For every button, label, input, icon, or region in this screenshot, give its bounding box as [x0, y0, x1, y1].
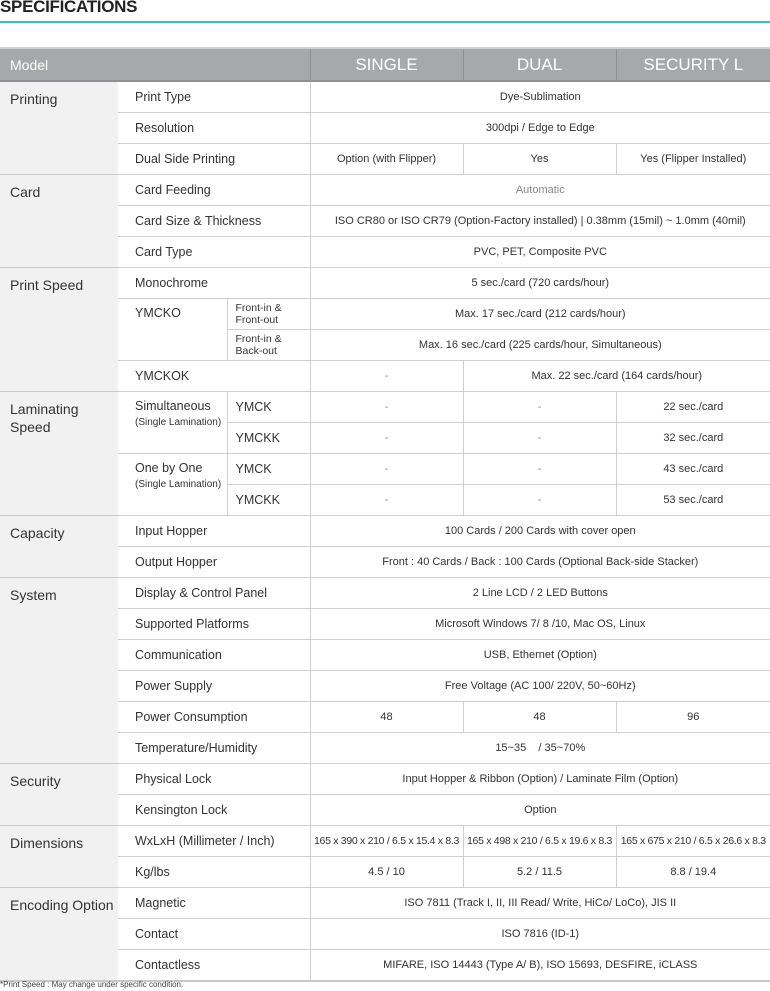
value-dual-security: Max. 22 sec./card (164 cards/hour) [463, 361, 770, 392]
value-dual: - [463, 485, 616, 516]
table-row [0, 268, 770, 299]
table-row [0, 888, 770, 919]
spec-label: YMCKO [118, 299, 227, 361]
spec-value: 15~35 / 35~70% [310, 733, 770, 764]
product-header-dual: DUAL [463, 48, 616, 81]
spec-label-note: (Single Lamination) [135, 417, 222, 428]
spec-value: 300dpi / Edge to Edge [310, 113, 770, 144]
value-security-l: 43 sec./card [616, 454, 770, 485]
page-title: SPECIFICATIONS [0, 0, 138, 16]
spec-label: YMCKOK [118, 361, 310, 392]
spec-value: ISO 7811 (Track I, II, III Read/ Write, HiCo/ LoCo), JIS II [310, 888, 770, 919]
spec-label: Temperature/Humidity [118, 733, 310, 764]
spec-label: Input Hopper [118, 516, 310, 547]
spec-label: Power Supply [118, 671, 310, 702]
value-single: Option (with Flipper) [310, 144, 463, 175]
spec-label: Contactless [118, 950, 310, 982]
spec-label: Supported Platforms [118, 609, 310, 640]
category-card: Card [0, 175, 118, 268]
spec-label: Kensington Lock [118, 795, 310, 826]
table-row [0, 764, 770, 795]
spec-value: 100 Cards / 200 Cards with cover open [310, 516, 770, 547]
value-dual: - [463, 454, 616, 485]
sub-spec-label: YMCK [227, 454, 310, 485]
value-security-l: 8.8 / 19.4 [616, 857, 770, 888]
sub-spec-label: YMCKK [227, 485, 310, 516]
value-security-l: 53 sec./card [616, 485, 770, 516]
spec-value: Microsoft Windows 7/ 8 /10, Mac OS, Linux [310, 609, 770, 640]
spec-label: Card Feeding [118, 175, 310, 206]
category-system: System [0, 578, 118, 764]
spec-value: Max. 17 sec./card (212 cards/hour) [310, 299, 770, 330]
spec-label: Card Type [118, 237, 310, 268]
spec-label: Print Type [118, 81, 310, 113]
table-row [0, 516, 770, 547]
value-dual: - [463, 392, 616, 423]
spec-label-main: One by One [135, 461, 203, 475]
spec-value: Free Voltage (AC 100/ 220V, 50~60Hz) [310, 671, 770, 702]
spec-label: Physical Lock [118, 764, 310, 795]
spec-value: Front : 40 Cards / Back : 100 Cards (Optional Back-side Stacker) [310, 547, 770, 578]
spec-label: Output Hopper [118, 547, 310, 578]
table-row [0, 826, 770, 857]
spec-value: USB, Ethernet (Option) [310, 640, 770, 671]
table-row [0, 175, 770, 206]
value-single: - [310, 361, 463, 392]
table-row [0, 81, 770, 113]
sub-spec-label: Front-in & Front-out [227, 299, 310, 330]
table-row [0, 392, 770, 423]
spec-value: PVC, PET, Composite PVC [310, 237, 770, 268]
value-dual: - [463, 423, 616, 454]
value-security-l: 22 sec./card [616, 392, 770, 423]
value-security-l: 32 sec./card [616, 423, 770, 454]
category-security: Security [0, 764, 118, 826]
title-underline [0, 21, 770, 23]
value-dual: 5.2 / 11.5 [463, 857, 616, 888]
spec-value: 5 sec./card (720 cards/hour) [310, 268, 770, 299]
category-printing: Printing [0, 81, 118, 175]
spec-value: 2 Line LCD / 2 LED Buttons [310, 578, 770, 609]
category-dimensions: Dimensions [0, 826, 118, 888]
value-single: - [310, 454, 463, 485]
value-security-l: 96 [616, 702, 770, 733]
spec-label: Dual Side Printing [118, 144, 310, 175]
specifications-table [0, 47, 770, 982]
category-encoding-option: Encoding Option [0, 888, 118, 982]
value-dual: 165 x 498 x 210 / 6.5 x 19.6 x 8.3 [463, 826, 616, 857]
spec-label: WxLxH (Millimeter / Inch) [118, 826, 310, 857]
spec-label [118, 454, 227, 516]
value-single: 165 x 390 x 210 / 6.5 x 15.4 x 8.3 [310, 826, 463, 857]
table-row [0, 578, 770, 609]
value-single: - [310, 392, 463, 423]
category-print-speed: Print Speed [0, 268, 118, 392]
model-header: Model [0, 48, 310, 81]
spec-label-note: (Single Lamination) [135, 479, 222, 490]
value-dual: 48 [463, 702, 616, 733]
category-capacity: Capacity [0, 516, 118, 578]
product-header-security-l: SECURITY L [616, 48, 770, 81]
sub-spec-label: Front-in & Back-out [227, 330, 310, 361]
header-row [0, 48, 770, 81]
spec-label-main: Simultaneous [135, 399, 211, 413]
spec-value: Max. 16 sec./card (225 cards/hour, Simultaneous) [310, 330, 770, 361]
value-security-l: 165 x 675 x 210 / 6.5 x 26.6 x 8.3 [616, 826, 770, 857]
spec-value: ISO 7816 (ID-1) [310, 919, 770, 950]
spec-label: Resolution [118, 113, 310, 144]
sub-spec-label: YMCKK [227, 423, 310, 454]
spec-label: Monochrome [118, 268, 310, 299]
spec-value: Dye-Sublimation [310, 81, 770, 113]
value-security-l: Yes (Flipper Installed) [616, 144, 770, 175]
spec-value: Automatic [310, 175, 770, 206]
spec-label [118, 392, 227, 454]
spec-label: Kg/lbs [118, 857, 310, 888]
spec-label: Magnetic [118, 888, 310, 919]
spec-label: Card Size & Thickness [118, 206, 310, 237]
spec-value: Option [310, 795, 770, 826]
spec-label: Power Consumption [118, 702, 310, 733]
spec-value: ISO CR80 or ISO CR79 (Option-Factory installed) | 0.38mm (15mil) ~ 1.0mm (40mil) [310, 206, 770, 237]
value-dual: Yes [463, 144, 616, 175]
value-single: 48 [310, 702, 463, 733]
value-single: - [310, 423, 463, 454]
spec-label: Communication [118, 640, 310, 671]
value-single: - [310, 485, 463, 516]
spec-value: Input Hopper & Ribbon (Option) / Laminate Film (Option) [310, 764, 770, 795]
footnote: *Print Speed : May change under specific condition. [0, 980, 184, 989]
category-laminating-speed: Laminating Speed [0, 392, 118, 516]
spec-value: MIFARE, ISO 14443 (Type A/ B), ISO 15693, DESFIRE, iCLASS [310, 950, 770, 982]
sub-spec-label: YMCK [227, 392, 310, 423]
spec-label: Display & Control Panel [118, 578, 310, 609]
value-single: 4.5 / 10 [310, 857, 463, 888]
product-header-single: SINGLE [310, 48, 463, 81]
spec-label: Contact [118, 919, 310, 950]
